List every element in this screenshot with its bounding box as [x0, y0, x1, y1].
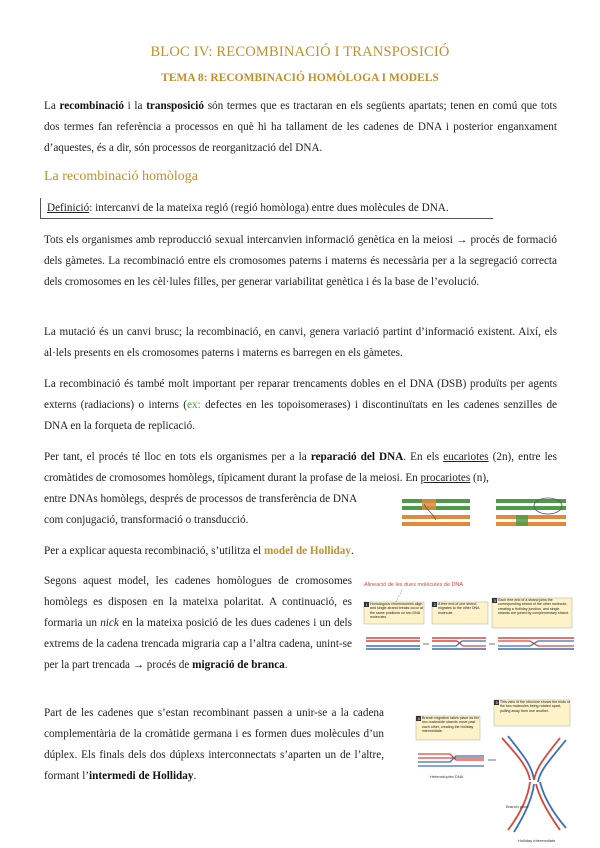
- heteroduplex-label: Heteroduplex DNA: [430, 774, 464, 779]
- holliday-intermediate-label: Holliday intermediate: [518, 838, 556, 843]
- strands-step-3: [498, 638, 574, 649]
- dna-homolog-illustration: [398, 494, 578, 530]
- mutation-paragraph: La mutació és un canvi brusc; la recombinació, en canvi, genera variació partint d’informació existent. Així, els al·lels presents en els cromosomes paterns i materns es barregen en els gàmetes.: [44, 326, 557, 359]
- step-4-text: Branch migration takes place as the two nucleotide strands move past each other, creating the Holliday intermediate.: [422, 716, 480, 733]
- definition-label: Definició: [47, 202, 90, 214]
- intro-paragraph: La recombinació i la transposició són termes que es tractaran en els següents apartats; tenen en comú que tots dos termes fan referència a processos en què hi ha tallament de les cadenes de DNA i posterior enganxament d’aquestes, és a dir, són processos de reorganització del DNA.: [44, 100, 557, 154]
- page-title: BLOC IV: RECOMBINACIÓ I TRANSPOSICIÓ: [150, 44, 450, 60]
- dna-pair-right: [496, 498, 566, 526]
- step-2-text: A free end of one strand migrates to the other DNA molecule.: [438, 602, 480, 615]
- step-5-box: [494, 700, 570, 726]
- final-paragraph: Part de les cadenes que s’estan recombinant passen a unir-se a la cadena complementària de la cromàtide germana i es formen dues molècules d’un dúplex. Els finals dels dos dúplexs interconnectats s’aparten un de l’altre, formant l’intermedi de Holliday.: [44, 707, 384, 782]
- svg-text:3: 3: [493, 598, 496, 603]
- place-paragraph-line3: entre DNAs homòlegs, després de processos de transferència de DNA: [44, 493, 358, 505]
- step-5-text: This view of the structure shows the ends of the two molecules being rotated apart, pulling away from one another.: [500, 700, 570, 713]
- definition-box: Definició: intercanvi de la mateixa regió (regió homòloga) entre dues molècules de DNA.: [40, 198, 493, 219]
- strands-step-4: [418, 754, 484, 779]
- svg-text:1: 1: [365, 602, 368, 607]
- step-3-text: Each free end of a strand joins the corresponding strand of the other molecule, creating a Holliday junction, and single strands are joined by complementary strand.: [498, 598, 569, 615]
- strands-step-1: [366, 638, 420, 649]
- holliday-cross-structure: [502, 736, 566, 843]
- step-1-box: [364, 602, 424, 624]
- strands-step-2: [432, 638, 486, 649]
- dna-pair-left: [402, 499, 470, 526]
- model-paragraph: Segons aquest model, les cadenes homòlogues de cromosomes homòlegs es disposen en la mateixa polaritat. A continuació, es formaria un nick en la mateixa posició de les dues cadenes i un dels extrems de la cadena trencada migraria cap a l’altra cadena, unint-se per la part trencada → procés de migració de branca.: [44, 575, 353, 671]
- place-paragraph: Per tant, el procés té lloc en tots els organismes per a la reparació del DNA. En els eucariotes (2n), entre les cromàtides de cromosomes homòlegs, típicament durant la profase de la meiosi. En procariotes (n),: [44, 451, 557, 484]
- step-4-box: [416, 716, 480, 740]
- meiosis-paragraph: Tots els organismes amb reproducció sexual intercanvien informació genètica en la meiosi → procés de formació dels gàmetes. La recombinació entre els cromosomes paterns i materns és necessària per a la segregació correcta dels cromosomes en les cèl·lules filles, per generar variabilitat genètica i és la base de l’evolució.: [44, 234, 557, 288]
- page-subtitle: TEMA 8: RECOMBINACIÓ HOMÒLOGA I MODELS: [161, 72, 439, 84]
- svg-text:5: 5: [495, 700, 498, 705]
- step-2-box: [432, 602, 488, 624]
- step-1-text: Homologous chromosomes align and single-strand breaks occur at the same positions on two DNA molecules.: [370, 602, 424, 619]
- place-paragraph-line4: com conjugació, transformació o transducció.: [44, 514, 249, 526]
- holliday-figure-steps-4-5: [410, 698, 580, 848]
- branch-point-label: Branch point: [506, 804, 529, 809]
- svg-text:4: 4: [417, 716, 420, 721]
- repair-paragraph: La recombinació és també molt important per reparar trencaments dobles en el DNA (DSB) produïts per agents externs (radiacions) o interns (ex: defectes en les topoisomerases) i discontinuïtats en les cadenes senzilles de DNA en la forqueta de replicació.: [44, 378, 558, 432]
- holliday-figure-steps-1-3: [362, 578, 580, 654]
- figure1-header: Alineació de les dues molècules de DNA: [364, 582, 464, 588]
- holliday-intro-paragraph: Per a explicar aquesta recombinació, s’utilitza el model de Holliday.: [44, 545, 354, 557]
- step-3-box: [492, 598, 572, 628]
- section-heading: La recombinació homòloga: [44, 169, 198, 184]
- svg-text:2: 2: [433, 602, 436, 607]
